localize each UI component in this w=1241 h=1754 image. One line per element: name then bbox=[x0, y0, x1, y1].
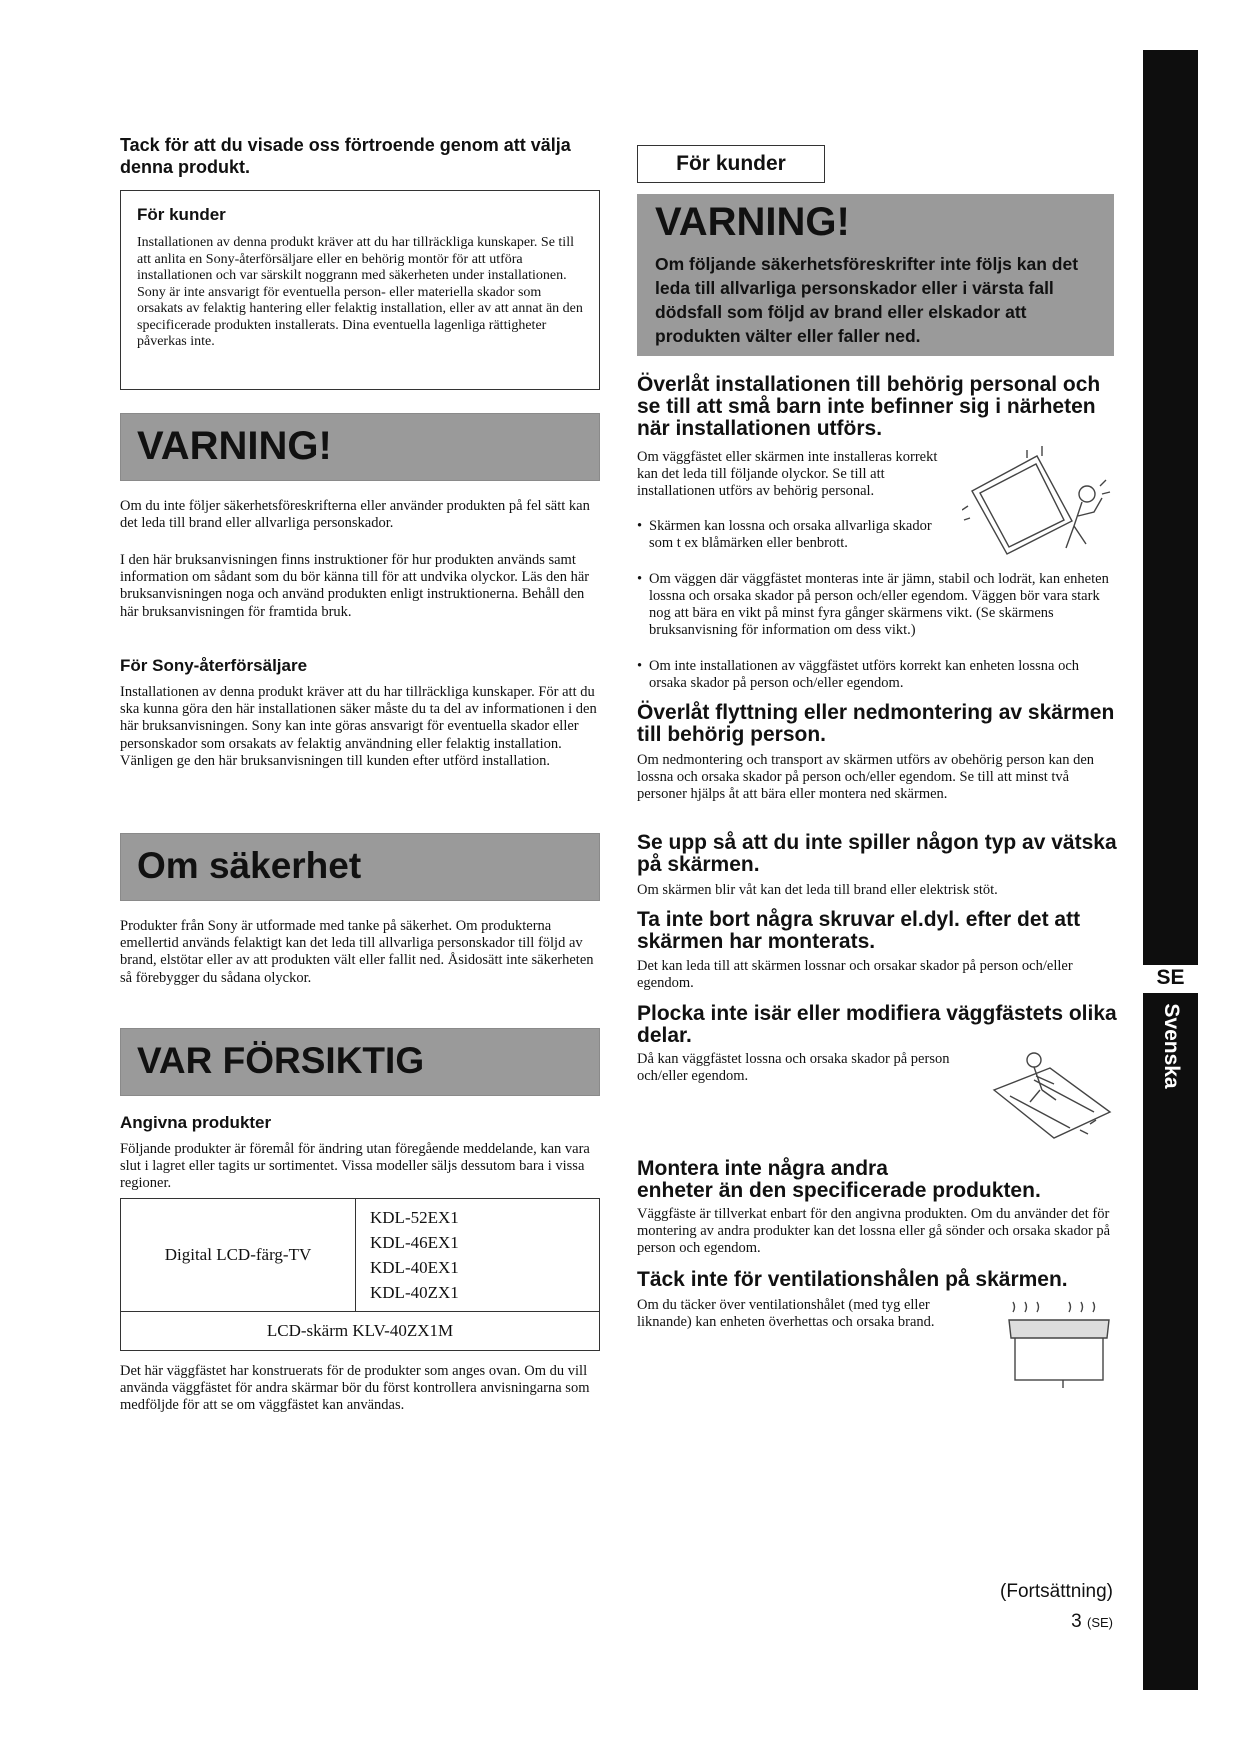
caution-banner-title: VAR FÖRSIKTIG bbox=[137, 1040, 425, 1081]
products-text: Följande produkter är föremål för ändring utan föregående meddelande, kan vara slut i lagret eller tagits ur sortimentet. Vissa modeller säljs dessutom bara i vissa regioner. bbox=[120, 1141, 590, 1192]
page-number-suffix: (SE) bbox=[1087, 1615, 1113, 1630]
continued-label: (Fortsättning) bbox=[1000, 1581, 1113, 1602]
bullet-3-text: Om inte installationen av väggfästet utförs korrekt kan enheten lossna och orsaka skador på person och/eller egendom. bbox=[649, 658, 1080, 691]
language-side-tab bbox=[1143, 50, 1198, 1690]
model-4: KDL-40ZX1 bbox=[370, 1283, 459, 1302]
section-1-bullet-3: • Om inte installationen av väggfästet utförs korrekt kan enheten lossna och orsaka skador på person och/eller egendom. bbox=[637, 658, 1080, 691]
table-row bbox=[121, 1199, 600, 1312]
section-4-text: Det kan leda till att skärmen lossnar och orsakar skador på person och/eller egendom. bbox=[637, 958, 1073, 991]
products-heading: Angivna produkter bbox=[120, 1113, 272, 1132]
varning-paragraph-1: Om du inte följer säkerhetsföreskrifterna eller använder produkten på fel sätt kan det leda till brand eller allvarliga personskador. bbox=[120, 498, 590, 532]
section-3-heading: Se upp så att du inte spiller någon typ av vätska på skärmen. bbox=[637, 831, 1117, 876]
section-6-heading-line-1: Montera inte några andra bbox=[637, 1157, 888, 1180]
right-warning-text: Om följande säkerhetsföreskrifter inte följs kan det leda till allvarliga personskador eller i värsta fall dödsfall som följd av brand eller elskador att produkten välter eller faller ned. bbox=[655, 254, 1079, 346]
varning-banner-title: VARNING! bbox=[137, 424, 332, 468]
page-number bbox=[1071, 1611, 1113, 1633]
section-7-heading: Täck inte för ventilationshålen på skärmen. bbox=[637, 1268, 1068, 1291]
section-1-bullet-2: • Om väggen där väggfästet monteras inte är jämn, stabil och lodrät, kan enheten lossna och orsaka skador på person och/eller egendom. Väggen bör vara stark nog att bära en vikt på minst fyra gånger skärmens vikt. (Se skärmens bruksanvisning för information om dess vikt.) bbox=[637, 571, 1109, 638]
covered-ventilation-illustration bbox=[1003, 1298, 1115, 1390]
bullet-2-text: Om väggen där väggfästet monteras inte är jämn, stabil och lodrät, kan enheten lossna och orsaka skador på person och/eller egendom. Väggen bör vara stark nog att bära en vikt på minst fyra gånger skärmens vikt. (Se skärmens bruksanvisning för information om dess vikt.) bbox=[649, 571, 1109, 638]
bullet-1-text: Skärmen kan lossna och orsaka allvarliga skador som t ex blåmärken eller benbrott. bbox=[649, 518, 932, 551]
customer-notice-heading: För kunder bbox=[137, 205, 226, 224]
varning-banner bbox=[120, 413, 600, 481]
customer-notice-text: Installationen av denna produkt kräver att du har tillräckliga kunskaper. Se till att anlita en Sony-återförsäljare eller en behörig montör för att utföra installationen och var särskilt noggrann med säkerheten under installationen. Sony är inte ansvarigt för eventuella person- eller materiella skador som orsakats av felaktig hantering eller felaktig installation, eller av att annat än den specificerade produkten installerats. Dina eventuella lagenliga rättigheter påverkas inte. bbox=[137, 235, 583, 349]
customer-notice-box bbox=[120, 190, 600, 390]
model-3: KDL-40EX1 bbox=[370, 1258, 459, 1277]
model-2: KDL-46EX1 bbox=[370, 1233, 459, 1252]
table-cell-monitor: LCD-skärm KLV-40ZX1M bbox=[121, 1312, 600, 1351]
section-2-text: Om nedmontering och transport av skärmen utförs av obehörig person kan den lossna och orsaka skador på person och/eller egendom. Se till att minst två personer hjälps åt att bära eller montera ned skärmen. bbox=[637, 752, 1095, 802]
section-5-text: Då kan väggfästet lossna och orsaka skador på person och/eller egendom. bbox=[637, 1051, 950, 1084]
products-table bbox=[120, 1198, 600, 1351]
table-cell-models bbox=[356, 1199, 600, 1312]
right-warning-banner bbox=[637, 194, 1114, 356]
for-customers-label: För kunder bbox=[637, 145, 825, 183]
dealer-text: Installationen av denna produkt kräver att du har tillräckliga kunskaper. För att du ska kunna göra den här installationen säker måste du ta del av informationen i den här bruksanvisningen. Sony kan inte göras ansvarigt för eventuella skador eller personskador som orsakats av felaktig användning eller felaktig installation. Vänligen ge den här bruksanvisningen till kunden efter utförd installation. bbox=[120, 684, 597, 769]
section-7-text: Om du täcker över ventilationshålet (med tyg eller liknande) kan enheten överhettas och orsaka brand. bbox=[637, 1297, 935, 1330]
page-number-value: 3 bbox=[1071, 1611, 1082, 1632]
intro-text: Tack för att du visade oss förtroende genom att välja denna produkt. bbox=[120, 135, 571, 177]
section-5-heading: Plocka inte isär eller modifiera väggfästets olika delar. bbox=[637, 1002, 1117, 1047]
closing-text: Det här väggfästet har konstruerats för de produkter som anges ovan. Om du vill använda väggfästet för andra skärmar bör du först kontrollera anvisningarna som medföljde för att se om väggfästet kan användas. bbox=[120, 1363, 590, 1414]
language-code: SE bbox=[1156, 966, 1185, 989]
caution-banner bbox=[120, 1028, 600, 1096]
language-name-text: Svenska bbox=[1159, 1003, 1183, 1089]
dealer-heading: För Sony-återförsäljare bbox=[120, 656, 308, 675]
safety-text: Produkter från Sony är utformade med tanke på säkerhet. Om produkterna emellertid används felaktigt kan det leda till allvarliga personskador till följd av brand, elstötar eller av att produkten vält eller fallit ned. Åsidosätt inte säkerheten så förebygger du sådana olyckor. bbox=[120, 918, 594, 986]
section-4-heading: Ta inte bort några skruvar el.dyl. efter det att skärmen har monterats. bbox=[637, 908, 1081, 953]
language-name bbox=[1143, 996, 1198, 1096]
section-6-heading-line-2: enheter än den specificerade produkten. bbox=[637, 1179, 1041, 1202]
section-6-text: Väggfäste är tillverkat enbart för den angivna produkten. Om du använder det för montering av andra produkter kan det lossna eller gå sönder och orsaka skador på person och egendom. bbox=[637, 1206, 1111, 1256]
safety-banner bbox=[120, 833, 600, 901]
safety-banner-title: Om säkerhet bbox=[137, 845, 362, 886]
section-1-heading: Överlåt installationen till behörig personal och se till att små barn inte befinner sig i närheten när installationen utförs. bbox=[637, 373, 1101, 440]
table-cell-category: Digital LCD-färg-TV bbox=[121, 1199, 356, 1312]
section-1-bullet-1: • Skärmen kan lossna och orsaka allvarliga skador som t ex blåmärken eller benbrott. bbox=[637, 518, 932, 551]
section-3-text: Om skärmen blir våt kan det leda till brand eller elektrisk stöt. bbox=[637, 882, 998, 898]
section-2-heading: Överlåt flyttning eller nedmontering av skärmen till behörig person. bbox=[637, 701, 1115, 746]
model-1: KDL-52EX1 bbox=[370, 1208, 459, 1227]
disassembly-illustration bbox=[990, 1050, 1115, 1155]
section-1-intro: Om väggfästet eller skärmen inte installeras korrekt kan det leda till följande olyckor. Se till att installationen utförs av behörig personal. bbox=[637, 449, 938, 499]
varning-paragraph-2: I den här bruksanvisningen finns instruktioner för hur produkten används samt information om sådant som du bör känna till för att undvika olyckor. Läs den här bruksanvisningen noga och använd produkten enligt instruktionerna. Behåll den här bruksanvisningen för framtida bruk. bbox=[120, 552, 590, 620]
falling-display-illustration bbox=[962, 446, 1117, 561]
table-row bbox=[121, 1312, 600, 1351]
right-warning-title: VARNING! bbox=[655, 200, 850, 244]
